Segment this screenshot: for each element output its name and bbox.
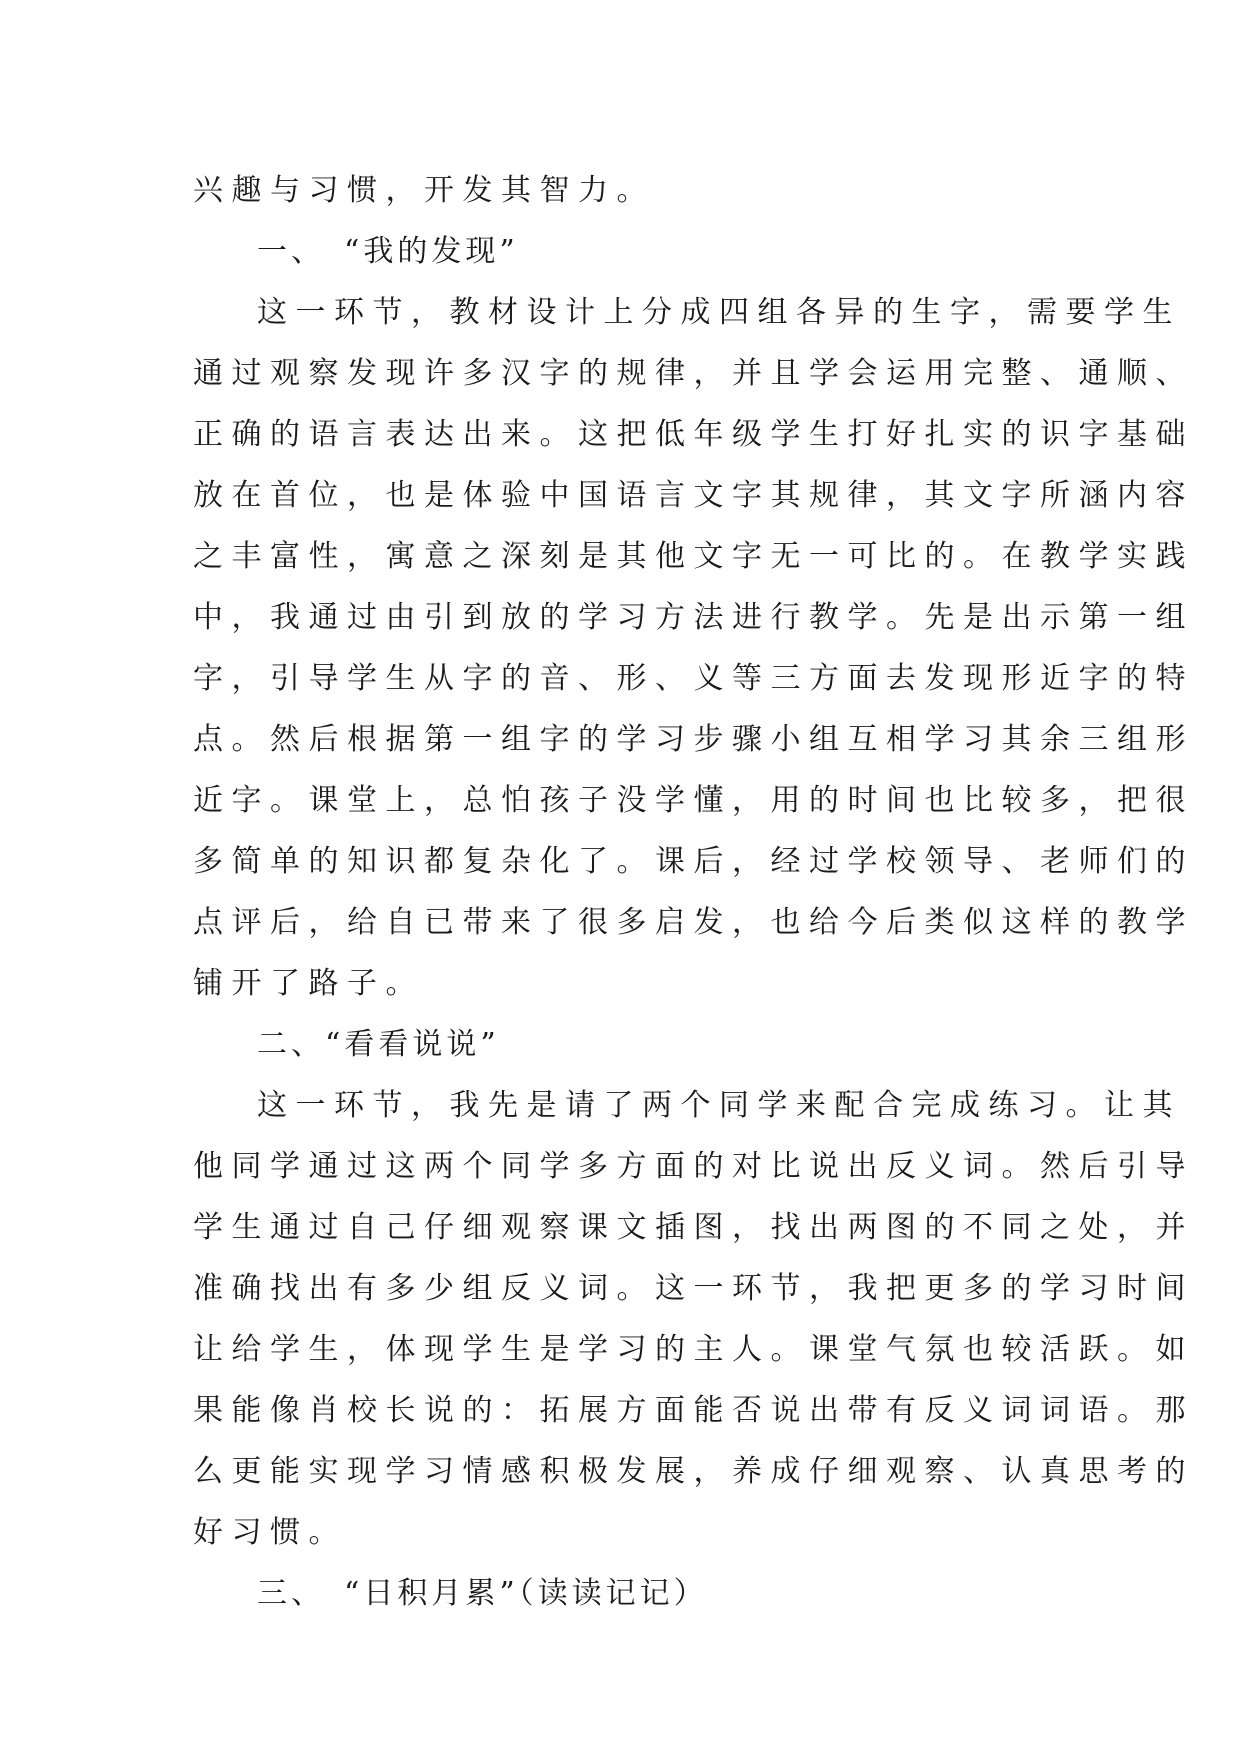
text-line: 好习惯。: [193, 1515, 347, 1550]
text-line: 这一环节，教材设计上分成四组各异的生字，需要学生: [257, 295, 1181, 330]
text-line: 让给学生，体现学生是学习的主人。课堂气氛也较活跃。如: [193, 1332, 1194, 1367]
text-line: 多简单的知识都复杂化了。课后，经过学校领导、老师们的: [193, 844, 1194, 879]
text-line: 字，引导学生从字的音、形、义等三方面去发现形近字的特: [193, 661, 1194, 696]
text-line: 中，我通过由引到放的学习方法进行教学。先是出示第一组: [193, 600, 1194, 635]
section-heading: 一、 “我的发现”: [257, 234, 519, 269]
text-line: 点。然后根据第一组字的学习步骤小组互相学习其余三组形: [193, 722, 1194, 757]
text-line: 准确找出有多少组反义词。这一环节，我把更多的学习时间: [193, 1271, 1194, 1306]
text-line: 点评后，给自已带来了很多启发，也给今后类似这样的教学: [193, 905, 1194, 940]
text-line: 放在首位，也是体验中国语言文字其规律，其文字所涵内容: [193, 478, 1194, 513]
text-line: 学生通过自己仔细观察课文插图，找出两图的不同之处，并: [193, 1210, 1194, 1245]
text-line: 通过观察发现许多汉字的规律，并且学会运用完整、通顺、: [193, 356, 1194, 391]
text-line: 果能像肖校长说的：拓展方面能否说出带有反义词词语。那: [193, 1393, 1194, 1428]
text-line: 么更能实现学习情感积极发展，养成仔细观察、认真思考的: [193, 1454, 1194, 1489]
text-line: 这一环节，我先是请了两个同学来配合完成练习。让其: [257, 1088, 1181, 1123]
section-heading: 三、 “日积月累”（读读记记）: [257, 1576, 708, 1611]
text-line: 他同学通过这两个同学多方面的对比说出反义词。然后引导: [193, 1149, 1194, 1184]
text-line: 兴趣与习惯，开发其智力。: [193, 173, 655, 208]
text-line: 正确的语言表达出来。这把低年级学生打好扎实的识字基础: [193, 417, 1194, 452]
document-page: [193, 160, 1194, 1624]
text-line: 之丰富性，寓意之深刻是其他文字无一可比的。在教学实践: [193, 539, 1194, 574]
text-line: 近字。课堂上，总怕孩子没学懂，用的时间也比较多，把很: [193, 783, 1194, 818]
section-heading: 二、“看看说说”: [257, 1027, 500, 1062]
text-line: 铺开了路子。: [193, 966, 424, 1001]
